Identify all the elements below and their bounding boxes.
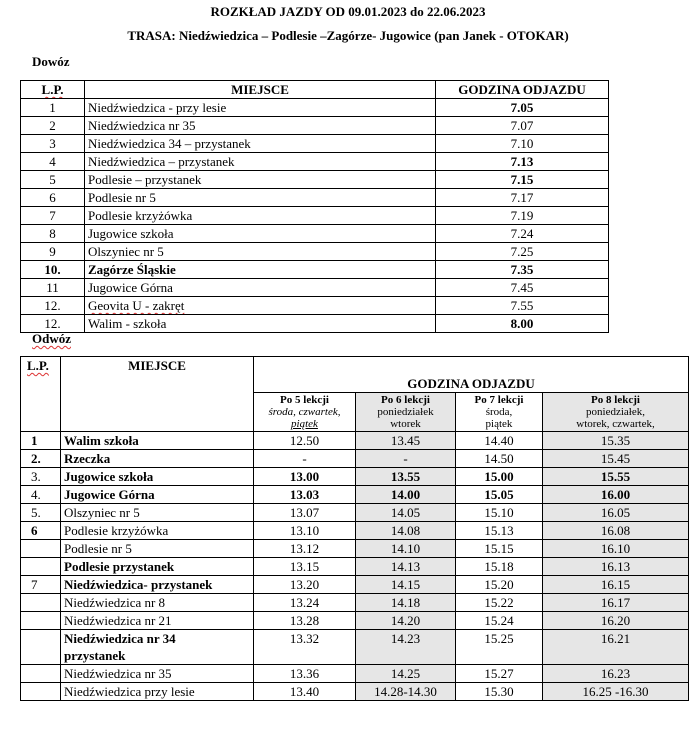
dowoz-lp: 5	[21, 171, 85, 189]
odwoz-place: Walim szkoła	[61, 432, 254, 450]
odwoz-time: 13.00	[254, 468, 356, 486]
dowoz-lp: 12.	[21, 297, 85, 315]
dowoz-time: 7.55	[436, 297, 609, 315]
dowoz-row	[21, 171, 609, 189]
dowoz-time: 7.10	[436, 135, 609, 153]
odwoz-time: 14.15	[356, 576, 456, 594]
odwoz-time: 15.55	[543, 468, 689, 486]
odwoz-time: 16.00	[543, 486, 689, 504]
dowoz-header-row	[21, 81, 609, 99]
dowoz-row	[21, 207, 609, 225]
dowoz-row	[21, 243, 609, 261]
odwoz-time: 14.08	[356, 522, 456, 540]
odwoz-lp	[21, 594, 61, 612]
odwoz-lp	[21, 630, 61, 665]
odwoz-time: 14.00	[356, 486, 456, 504]
col-header-lessons: Po 7 lekcji	[474, 394, 524, 406]
odwoz-time: 16.15	[543, 576, 689, 594]
odwoz-time: 14.13	[356, 558, 456, 576]
dowoz-time: 8.00	[436, 315, 609, 333]
odwoz-row	[21, 450, 689, 468]
odwoz-row	[21, 468, 689, 486]
odwoz-col-header	[356, 393, 456, 432]
odwoz-time: 13.03	[254, 486, 356, 504]
odwoz-time: 13.32	[254, 630, 356, 665]
odwoz-lp: 4.	[21, 486, 61, 504]
odwoz-lp: 3.	[21, 468, 61, 486]
odwoz-time: -	[254, 450, 356, 468]
odwoz-time: 13.40	[254, 683, 356, 701]
odwoz-row	[21, 486, 689, 504]
dowoz-row	[21, 279, 609, 297]
col-header-days: poniedziałek	[377, 406, 434, 418]
odwoz-time: 14.20	[356, 612, 456, 630]
dowoz-lp: 2	[21, 117, 85, 135]
odwoz-time: 14.25	[356, 665, 456, 683]
col-header-lessons: Po 6 lekcji	[381, 394, 430, 406]
col-header-days-2: piątek	[291, 418, 318, 430]
dowoz-lp: 3	[21, 135, 85, 153]
odwoz-time: 15.27	[456, 665, 543, 683]
dowoz-place: Podlesie krzyżówka	[85, 207, 436, 225]
dowoz-row	[21, 153, 609, 171]
dowoz-table	[20, 80, 609, 333]
dowoz-time: 7.07	[436, 117, 609, 135]
odwoz-time: 15.20	[456, 576, 543, 594]
dowoz-body	[21, 99, 609, 333]
odwoz-place	[61, 630, 254, 665]
dowoz-row	[21, 315, 609, 333]
odwoz-header-row-1	[21, 357, 689, 393]
odwoz-time: 13.20	[254, 576, 356, 594]
dowoz-lp: 6	[21, 189, 85, 207]
odwoz-place: Niedźwiedzica nr 35	[61, 665, 254, 683]
dowoz-place: Zagórze Śląskie	[85, 261, 436, 279]
dowoz-row	[21, 225, 609, 243]
dowoz-lp: 8	[21, 225, 85, 243]
odwoz-time: 13.15	[254, 558, 356, 576]
odwoz-time: 15.13	[456, 522, 543, 540]
dowoz-lp: 10.	[21, 261, 85, 279]
odwoz-place: Niedźwiedzica przy lesie	[61, 683, 254, 701]
odwoz-time: 16.23	[543, 665, 689, 683]
dowoz-place: Jugowice Górna	[85, 279, 436, 297]
odwoz-time: 14.28-14.30	[356, 683, 456, 701]
odwoz-time: 14.50	[456, 450, 543, 468]
dowoz-time: 7.45	[436, 279, 609, 297]
odwoz-row	[21, 612, 689, 630]
odwoz-time: 13.36	[254, 665, 356, 683]
odwoz-row	[21, 665, 689, 683]
header-lp: L.P.	[21, 81, 85, 99]
col-header-days: środa,	[485, 406, 513, 418]
dowoz-row	[21, 297, 609, 315]
odwoz-lp: 1	[21, 432, 61, 450]
odwoz-time: 15.24	[456, 612, 543, 630]
dowoz-row	[21, 261, 609, 279]
section-odwoz: Odwóz	[32, 331, 71, 346]
dowoz-time: 7.13	[436, 153, 609, 171]
odwoz-col-header	[456, 393, 543, 432]
odwoz-time: 13.55	[356, 468, 456, 486]
dowoz-time: 7.24	[436, 225, 609, 243]
odwoz-time: 14.05	[356, 504, 456, 522]
odwoz-row	[21, 576, 689, 594]
dowoz-time: 7.19	[436, 207, 609, 225]
col-header-days-2: piątek	[485, 418, 513, 430]
odwoz-time: 12.50	[254, 432, 356, 450]
dowoz-place-text: Geovita U - zakręt	[88, 298, 185, 313]
col-header-lessons: Po 5 lekcji	[280, 394, 329, 406]
odwoz-lp	[21, 683, 61, 701]
odwoz-time: 13.28	[254, 612, 356, 630]
odwoz-col-header	[543, 393, 689, 432]
odwoz-place: Niedźwiedzica nr 8	[61, 594, 254, 612]
dowoz-row	[21, 135, 609, 153]
dowoz-place: Podlesie nr 5	[85, 189, 436, 207]
odwoz-time: 15.25	[456, 630, 543, 665]
col-header-days: poniedziałek,	[586, 406, 645, 418]
dowoz-row	[21, 117, 609, 135]
odwoz-time: 13.24	[254, 594, 356, 612]
dowoz-lp: 12.	[21, 315, 85, 333]
odwoz-place: Jugowice Górna	[61, 486, 254, 504]
header-godzina-2: GODZINA ODJAZDU	[254, 357, 689, 393]
col-header-days: środa, czwartek,	[268, 406, 341, 418]
odwoz-time: 15.00	[456, 468, 543, 486]
route-title: TRASA: Niedźwiedzica – Podlesie –Zagórze- Jugowice (pan Janek - OTOKAR)	[127, 28, 569, 43]
odwoz-time: 14.23	[356, 630, 456, 665]
dowoz-place: Niedźwiedzica - przy lesie	[85, 99, 436, 117]
dowoz-place	[85, 297, 436, 315]
dowoz-place: Jugowice szkoła	[85, 225, 436, 243]
dowoz-time: 7.05	[436, 99, 609, 117]
dowoz-place: Niedźwiedzica 34 – przystanek	[85, 135, 436, 153]
dowoz-time: 7.15	[436, 171, 609, 189]
odwoz-time: 15.10	[456, 504, 543, 522]
header-lp-2: L.P.	[21, 357, 61, 432]
odwoz-time: 16.20	[543, 612, 689, 630]
header-miejsce: MIEJSCE	[85, 81, 436, 99]
odwoz-row	[21, 558, 689, 576]
odwoz-lp: 6	[21, 522, 61, 540]
odwoz-row	[21, 594, 689, 612]
odwoz-time: 15.45	[543, 450, 689, 468]
odwoz-col-header	[254, 393, 356, 432]
odwoz-time: 16.13	[543, 558, 689, 576]
odwoz-place: Niedźwiedzica nr 21	[61, 612, 254, 630]
section-dowoz: Dowóz	[32, 54, 70, 69]
odwoz-place-line2: przystanek	[64, 648, 126, 663]
odwoz-time: 16.08	[543, 522, 689, 540]
odwoz-time: 16.05	[543, 504, 689, 522]
dowoz-place: Podlesie – przystanek	[85, 171, 436, 189]
odwoz-time: 13.07	[254, 504, 356, 522]
odwoz-body	[21, 432, 689, 701]
odwoz-time: 15.30	[456, 683, 543, 701]
col-header-days-2: wtorek	[390, 418, 421, 430]
odwoz-time: 16.21	[543, 630, 689, 665]
odwoz-lp	[21, 558, 61, 576]
odwoz-table	[20, 356, 689, 701]
odwoz-row	[21, 504, 689, 522]
col-header-lessons: Po 8 lekcji	[591, 394, 640, 406]
odwoz-time: 16.25 -16.30	[543, 683, 689, 701]
dowoz-lp: 4	[21, 153, 85, 171]
odwoz-row	[21, 540, 689, 558]
odwoz-place: Podlesie krzyżówka	[61, 522, 254, 540]
header-godzina: GODZINA ODJAZDU	[436, 81, 609, 99]
dowoz-lp: 9	[21, 243, 85, 261]
dowoz-row	[21, 99, 609, 117]
odwoz-row	[21, 432, 689, 450]
dowoz-time: 7.25	[436, 243, 609, 261]
schedule-title: ROZKŁAD JAZDY OD 09.01.2023 do 22.06.2023	[210, 4, 486, 19]
odwoz-place: Olszyniec nr 5	[61, 504, 254, 522]
odwoz-time: -	[356, 450, 456, 468]
odwoz-lp	[21, 665, 61, 683]
col-header-days-2: wtorek, czwartek,	[576, 418, 655, 430]
odwoz-lp: 7	[21, 576, 61, 594]
odwoz-lp	[21, 540, 61, 558]
odwoz-time: 16.17	[543, 594, 689, 612]
odwoz-lp: 5.	[21, 504, 61, 522]
odwoz-lp	[21, 612, 61, 630]
odwoz-time: 13.45	[356, 432, 456, 450]
dowoz-lp: 7	[21, 207, 85, 225]
odwoz-row	[21, 522, 689, 540]
dowoz-time: 7.17	[436, 189, 609, 207]
odwoz-time: 13.10	[254, 522, 356, 540]
dowoz-place: Niedźwiedzica nr 35	[85, 117, 436, 135]
odwoz-place: Podlesie nr 5	[61, 540, 254, 558]
odwoz-lp: 2.	[21, 450, 61, 468]
odwoz-time: 14.18	[356, 594, 456, 612]
odwoz-place: Podlesie przystanek	[61, 558, 254, 576]
odwoz-place: Rzeczka	[61, 450, 254, 468]
dowoz-place: Walim - szkoła	[85, 315, 436, 333]
odwoz-row	[21, 683, 689, 701]
dowoz-time: 7.35	[436, 261, 609, 279]
odwoz-time: 16.10	[543, 540, 689, 558]
dowoz-row	[21, 189, 609, 207]
odwoz-place-line1: Niedźwiedzica nr 34	[64, 631, 176, 646]
odwoz-time: 15.22	[456, 594, 543, 612]
dowoz-place: Olszyniec nr 5	[85, 243, 436, 261]
dowoz-lp: 11	[21, 279, 85, 297]
odwoz-time: 14.40	[456, 432, 543, 450]
dowoz-lp: 1	[21, 99, 85, 117]
odwoz-time: 14.10	[356, 540, 456, 558]
odwoz-place: Jugowice szkoła	[61, 468, 254, 486]
header-miejsce-2: MIEJSCE	[61, 357, 254, 432]
odwoz-time: 15.18	[456, 558, 543, 576]
odwoz-time: 15.05	[456, 486, 543, 504]
odwoz-time: 15.35	[543, 432, 689, 450]
dowoz-place: Niedźwiedzica – przystanek	[85, 153, 436, 171]
odwoz-row	[21, 630, 689, 665]
odwoz-time: 15.15	[456, 540, 543, 558]
odwoz-place: Niedźwiedzica- przystanek	[61, 576, 254, 594]
odwoz-time: 13.12	[254, 540, 356, 558]
